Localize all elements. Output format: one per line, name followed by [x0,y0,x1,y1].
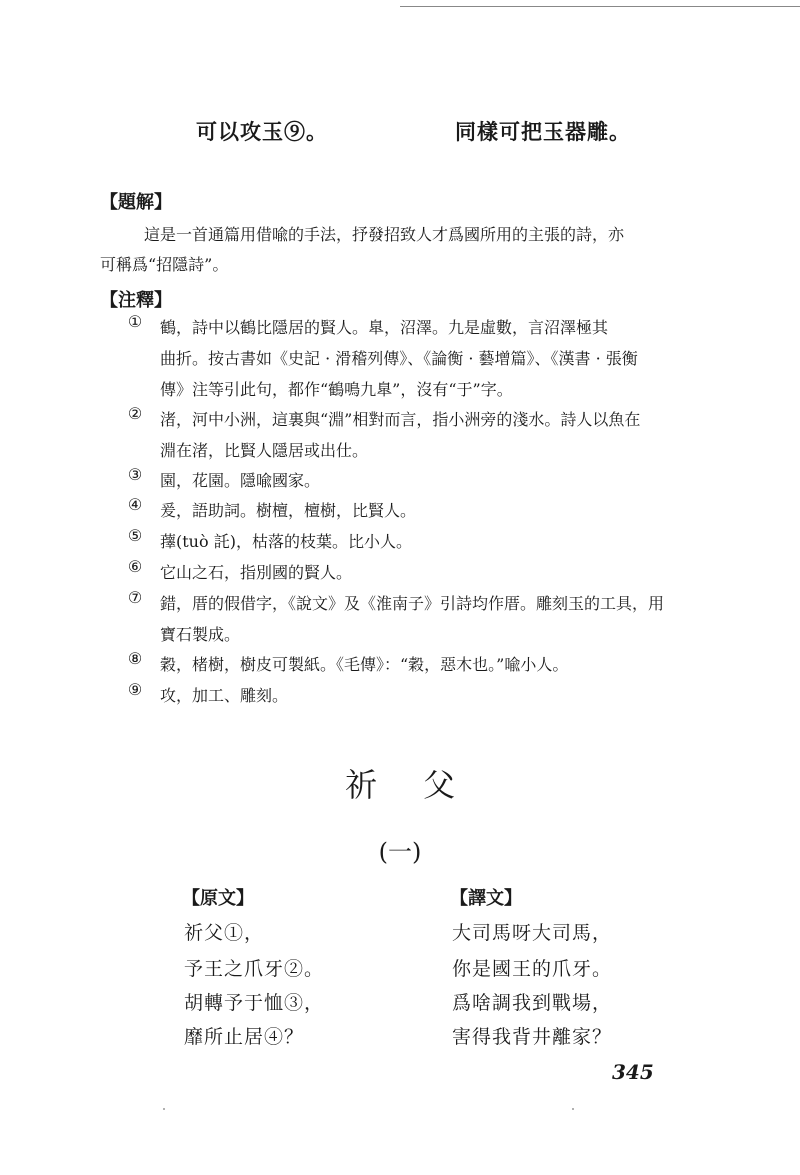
note-line: 鶴，詩中以鶴比隱居的賢人。臯，沼澤。九是虛數，言沼澤極其 [160,318,609,337]
poem-title: 祈父 [344,766,501,804]
note-line: 園，花園。隱喩國家。 [160,471,321,490]
note-line: 蘀(tuò 託)，枯落的枝葉。比小人。 [160,532,412,551]
explanation-heading: 【題解】 [100,192,172,213]
note-line: 傳》注等引此句，都作“鶴鳴九臯”，沒有“于”字。 [160,380,513,399]
note-line: 渚，河中小洲，這裏與“淵”相對而言，指小洲旁的淺水。詩人以魚在 [160,410,641,429]
original-line: 予王之爪牙②。 [184,958,325,980]
note-line: 它山之石，指別國的賢人。 [160,563,353,582]
note-number: ① [127,312,143,331]
translation-line: 爲啥調我到戰場， [452,992,613,1014]
note-text [160,680,678,711]
original-line: 祈父①， [184,922,265,944]
note-line: 攻，加工、雕刻。 [160,686,289,705]
note-number: ⑨ [127,680,143,699]
note-number: ② [127,404,143,423]
note-text [160,495,678,526]
note-text [160,404,678,466]
note-line: 錯，厝的假借字，《說文》及《淮南子》引詩均作厝。雕刻玉的工具，用 [160,594,665,613]
page-number: 345 [612,1060,654,1084]
note-number: ⑧ [127,649,143,668]
translation-line: 害得我背井離家？ [452,1026,613,1048]
note-text [160,649,678,680]
note-line: 淵在渚，比賢人隱居或出仕。 [160,441,369,460]
note-number: ④ [127,495,143,514]
explanation-line-2: 可稱爲“招隱詩”。 [100,255,229,274]
explanation-paragraph [100,220,680,280]
translation-heading: 【譯文】 [450,888,522,909]
top-rule [400,6,800,7]
note-number: ⑥ [127,557,143,576]
translation-line: 你是國王的爪牙。 [452,958,613,980]
poem-part-number: (一) [378,838,422,866]
notes-heading: 【注釋】 [100,290,172,311]
note-number: ⑤ [127,526,143,545]
note-line: 穀，楮樹，樹皮可製紙。《毛傳》：“穀，惡木也。”喩小人。 [160,655,569,674]
note-text [160,312,678,405]
note-number: ③ [127,465,143,484]
original-heading: 【原文】 [182,888,254,909]
scan-speck [163,1108,165,1110]
original-line: 胡轉予于恤③， [184,992,325,1014]
note-text [160,588,678,650]
explanation-line-1: 這是一首通篇用借喩的手法，抒發招致人才爲國所用的主張的詩，亦 [144,225,625,244]
note-line: 曲折。按古書如《史記 · 滑稽列傳》、《論衡 · 藝增篇》、《漢書 · 張衡 [160,349,638,368]
scan-speck [572,1108,574,1110]
original-line: 靡所止居④？ [184,1026,305,1048]
note-text [160,557,678,588]
verse-translation-line: 同樣可把玉器雕。 [455,119,631,144]
note-line: 寶石製成。 [160,625,241,644]
translation-line: 大司馬呀大司馬， [452,922,613,944]
verse-original-line: 可以攻玉⑨。 [196,119,328,144]
note-number: ⑦ [127,588,143,607]
note-text [160,526,678,557]
note-line: 爰，語助詞。樹檀，檀樹，比賢人。 [160,501,417,520]
note-text [160,465,678,496]
